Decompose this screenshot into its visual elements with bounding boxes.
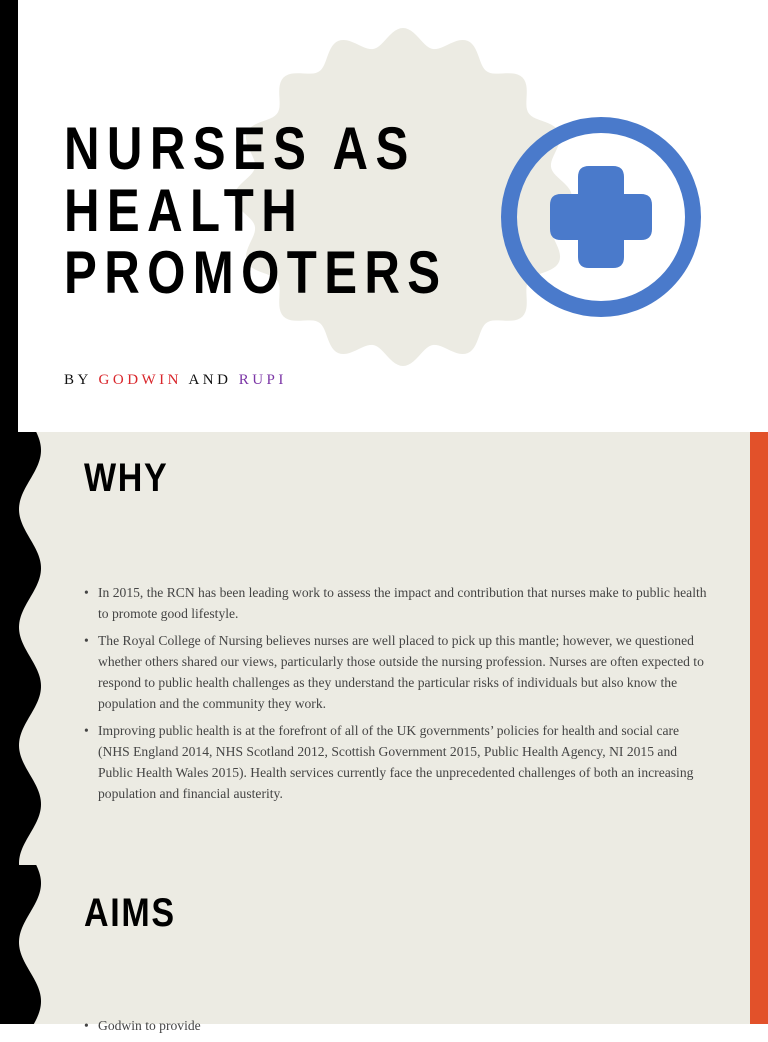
right-accent-bar xyxy=(750,432,768,865)
title-line-1: NURSES AS xyxy=(64,115,416,182)
author-name-rupi: RUPI xyxy=(238,372,287,388)
list-item: • The Royal College of Nursing believes nurses are well placed to pick up this mantle; however, we questioned whether others shared our views, particularly those outside the nursing profession. Nurses are often expected to respond to public health challenges as they understand the particular risks of individuals but also know the population and the community they work. xyxy=(82,630,712,714)
title-line-3: PROMOTERS xyxy=(64,239,448,306)
why-bullet-list xyxy=(82,582,712,810)
right-accent-bar xyxy=(750,865,768,1024)
aims-bullet-list xyxy=(82,1015,712,1042)
title-slide xyxy=(0,0,768,432)
wavy-left-border xyxy=(0,432,44,865)
wavy-border-shape xyxy=(0,432,41,865)
wavy-left-border xyxy=(0,865,44,1024)
slide-heading-why: WHY xyxy=(84,456,169,500)
slide-heading-aims: AIMS xyxy=(84,891,176,935)
author-name-godwin: GODWIN xyxy=(98,372,183,388)
list-item: • In 2015, the RCN has been leading work to assess the impact and contribution that nurses make to public health to promote good lifestyle. xyxy=(82,582,712,624)
byline-by: BY xyxy=(64,372,92,388)
byline xyxy=(64,372,287,389)
medical-cross-icon xyxy=(498,114,704,320)
title-line-2: HEALTH xyxy=(64,177,305,244)
aims-slide xyxy=(0,865,768,1033)
wavy-border-shape xyxy=(0,865,41,1024)
byline-and: AND xyxy=(188,372,232,388)
presentation-title xyxy=(64,115,448,306)
list-item: • Godwin to provide xyxy=(82,1015,712,1036)
list-item: • Improving public health is at the forefront of all of the UK governments’ policies for health and social care (NHS England 2014, NHS Scotland 2012, Scottish Government 2015, Public Health Agency, NI 2015 and Public Health Wales 2015). Health services currently face the unprecedented challenges of both an increasing population and financial austerity. xyxy=(82,720,712,804)
left-black-bar xyxy=(0,0,18,432)
why-slide xyxy=(0,432,768,865)
